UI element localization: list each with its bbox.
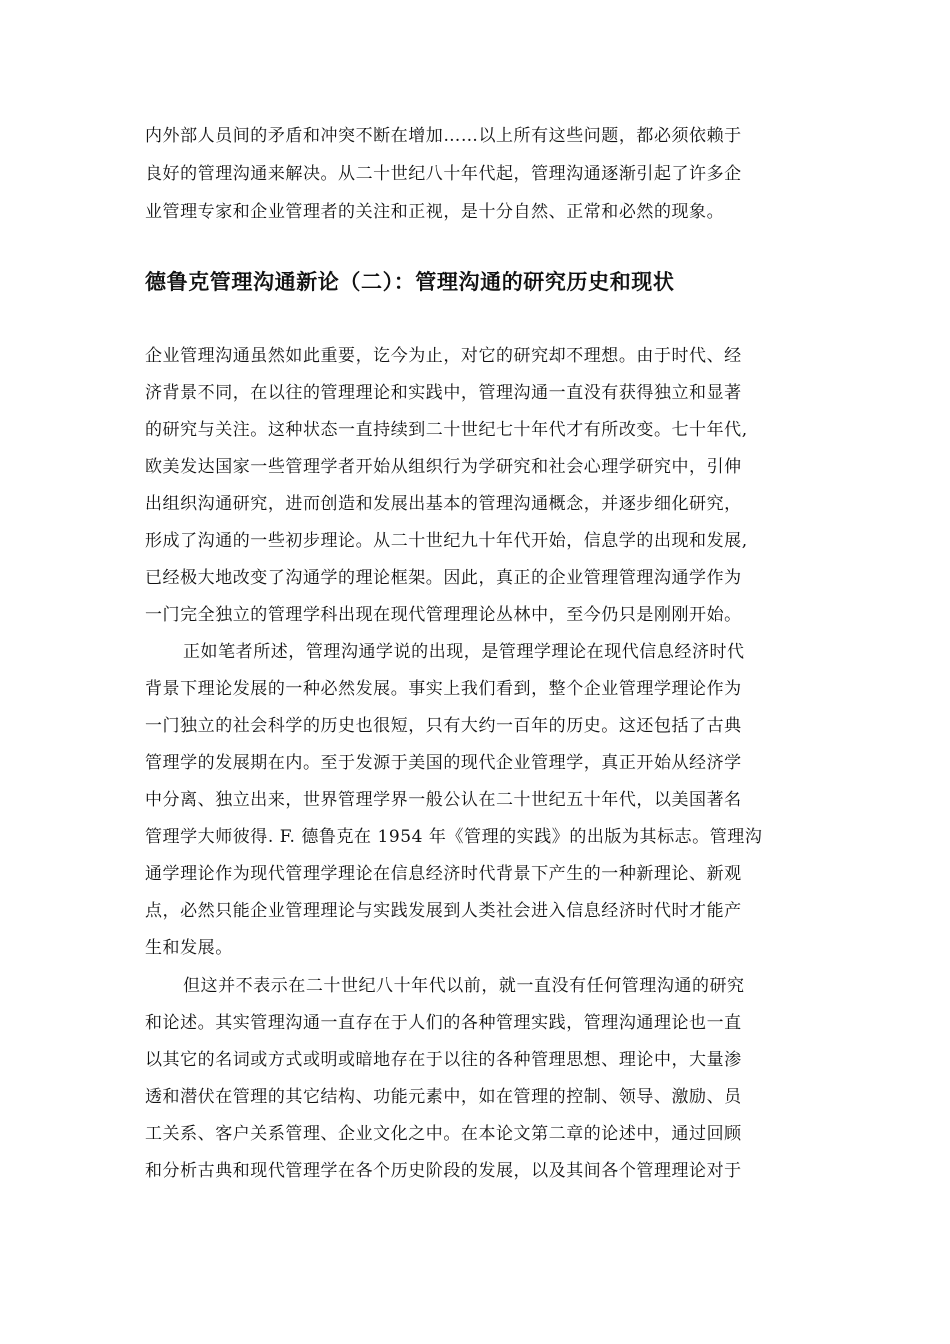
text-line: 济背景不同，在以往的管理理论和实践中，管理沟通一直没有获得独立和显著	[145, 383, 742, 403]
text-line: 出组织沟通研究，进而创造和发展出基本的管理沟通概念，并逐步细化研究，	[145, 494, 742, 514]
text-line: 管理学的发展期在内。至于发源于美国的现代企业管理学，真正开始从经济学	[145, 753, 742, 773]
text-line: 一门完全独立的管理学科出现在现代管理理论丛林中，至今仍只是刚刚开始。	[145, 605, 742, 625]
text-line: 已经极大地改变了沟通学的理论框架。因此，真正的企业管理管理沟通学作为	[145, 568, 742, 588]
text-line: 工关系、客户关系管理、企业文化之中。在本论文第二章的论述中，通过回顾	[145, 1124, 742, 1144]
text-line: 内外部人员间的矛盾和冲突不断在增加……以上所有这些问题，都必须依赖于	[145, 126, 742, 146]
text-line: 的研究与关注。这种状态一直持续到二十世纪七十年代才有所改变。七十年代,	[145, 420, 748, 440]
text-line: 形成了沟通的一些初步理论。从二十世纪九十年代开始，信息学的出现和发展,	[145, 531, 748, 551]
text-line: 生和发展。	[145, 938, 233, 958]
text-line: 背景下理论发展的一种必然发展。事实上我们看到，整个企业管理学理论作为	[145, 679, 742, 699]
text-line: 中分离、独立出来，世界管理学界一般公认在二十世纪五十年代，以美国著名	[145, 790, 742, 810]
text-line: 点，必然只能企业管理理论与实践发展到人类社会进入信息经济时代时才能产	[145, 901, 742, 921]
text-line: 业管理专家和企业管理者的关注和正视，是十分自然、正常和必然的现象。	[145, 202, 725, 222]
text-line: 通学理论作为现代管理学理论在信息经济时代背景下产生的一种新理论、新观	[145, 864, 742, 884]
text-line: 一门独立的社会科学的历史也很短，只有大约一百年的历史。这还包括了古典	[145, 716, 742, 736]
text-line: 但这并不表示在二十世纪八十年代以前，就一直没有任何管理沟通的研究	[183, 976, 745, 996]
text-line: 和分析古典和现代管理学在各个历史阶段的发展，以及其间各个管理理论对于	[145, 1161, 742, 1181]
text-line: 正如笔者所述，管理沟通学说的出现，是管理学理论在现代信息经济时代	[183, 642, 745, 662]
text-line: 企业管理沟通虽然如此重要，讫今为止，对它的研究却不理想。由于时代、经	[145, 346, 742, 366]
text-line: 管理学大师彼得. F. 德鲁克在 1954 年《管理的实践》的出版为其标志。管理沟	[145, 827, 763, 847]
text-line: 透和潜伏在管理的其它结构、功能元素中，如在管理的控制、领导、激励、员	[145, 1087, 742, 1107]
text-line: 良好的管理沟通来解决。从二十世纪八十年代起，管理沟通逐渐引起了许多企	[145, 164, 742, 184]
text-line: 和论述。其实管理沟通一直存在于人们的各种管理实践，管理沟通理论也一直	[145, 1013, 742, 1033]
text-line: 以其它的名词或方式或明或暗地存在于以往的各种管理思想、理论中，大量渗	[145, 1050, 742, 1070]
section-heading: 德鲁克管理沟通新论（二）：管理沟通的研究历史和现状	[145, 270, 675, 294]
text-line: 欧美发达国家一些管理学者开始从组织行为学研究和社会心理学研究中，引伸	[145, 457, 742, 477]
